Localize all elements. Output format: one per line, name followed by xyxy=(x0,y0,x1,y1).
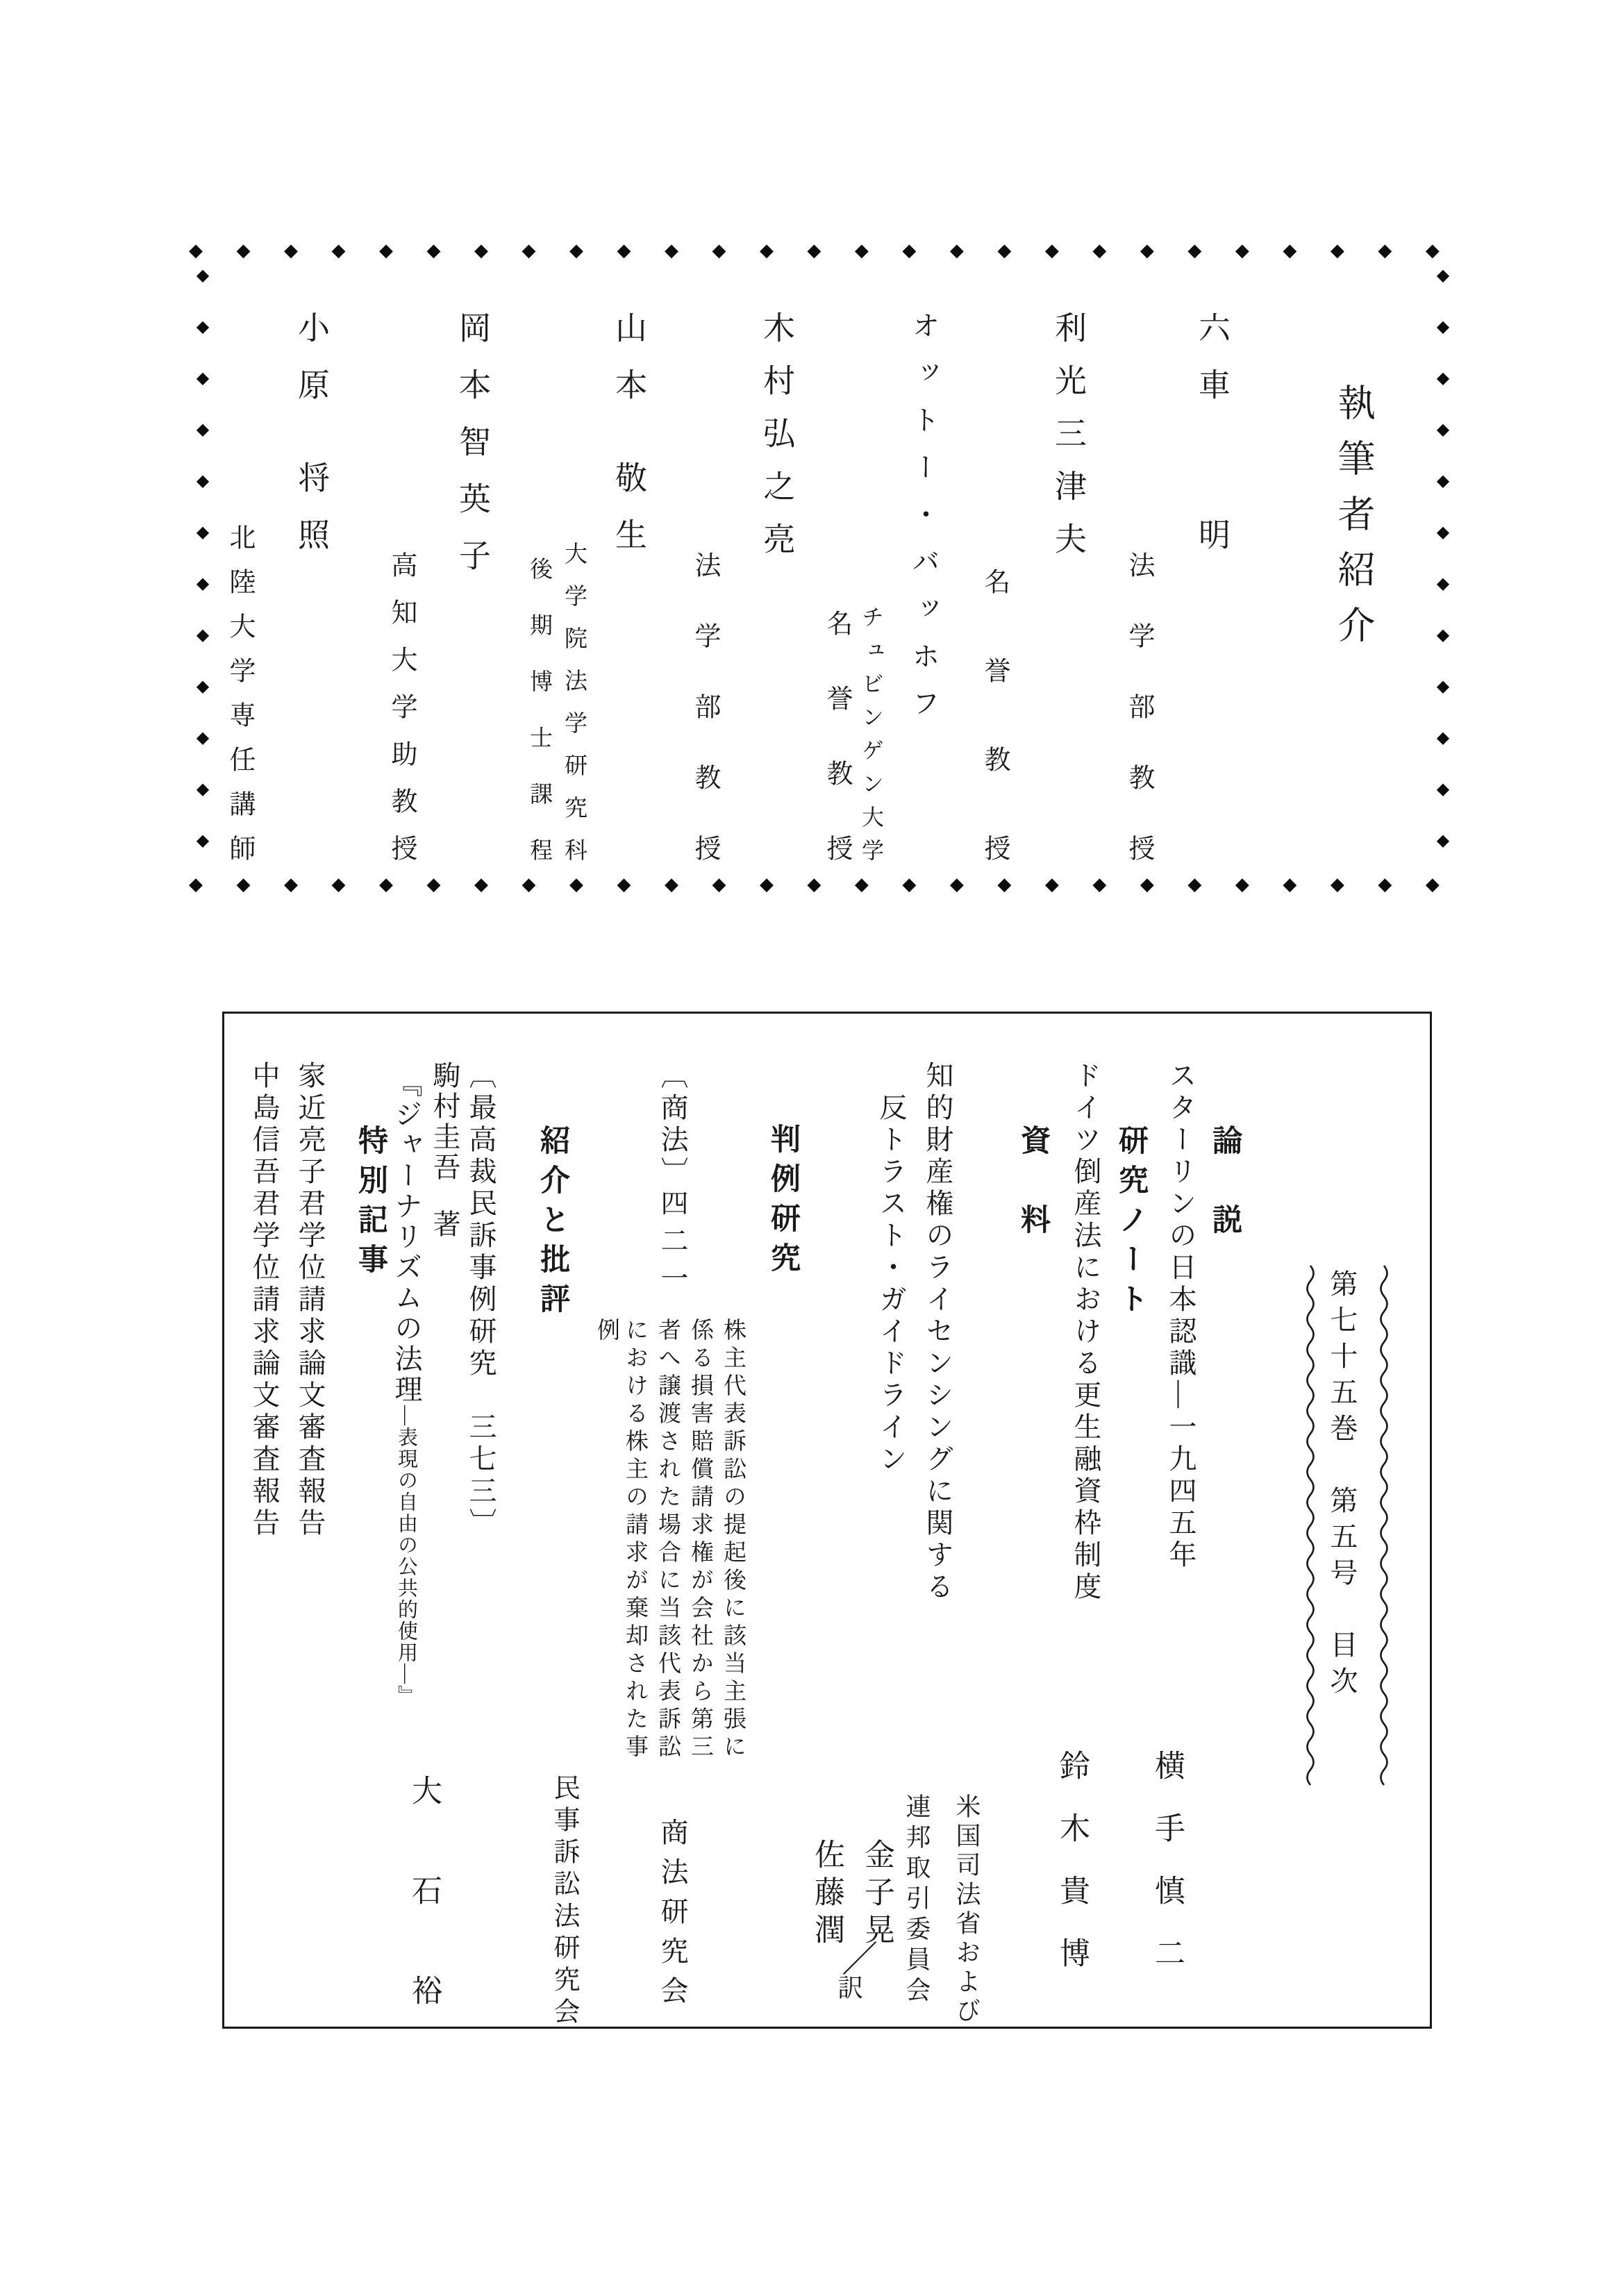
toc-article-title: 反トラスト・ガイドライン xyxy=(876,1093,907,1476)
case-note-line: 株主代表訴訟の提起後に該当主張に xyxy=(720,1318,745,1762)
toc-article-author: 民事訴訟法研究会 xyxy=(549,1774,578,2029)
translator-slash-icon: ／ xyxy=(842,1940,878,1980)
translator-role: 訳 xyxy=(835,1975,862,2004)
case-note-line: 者へ譲渡された場合に当該代表訴訟 xyxy=(655,1318,680,1762)
toc-journal-title: 第七十五巻 第五号 目次 xyxy=(1326,1269,1358,1702)
contributor-name: 利光三津夫 xyxy=(1051,311,1086,575)
toc-translator-name: 金子 晃 xyxy=(860,1838,894,1951)
contributor-affiliation: 名誉教授 xyxy=(822,610,851,910)
contributor-affiliation: 名誉教授 xyxy=(980,568,1009,923)
section-heading-shiryo: 資 料 xyxy=(1017,1125,1050,1243)
contributor-affiliation: 後期博士課程 xyxy=(526,557,551,894)
section-heading-ronsetsu: 論 説 xyxy=(1208,1125,1242,1243)
book-author: 駒村圭吾 著 xyxy=(429,1061,460,1241)
wavy-rule-left-icon xyxy=(1304,1265,1317,1787)
toc-translator-name: 佐藤 潤 xyxy=(810,1838,844,1951)
contributor-name: オットー・バッホフ xyxy=(908,311,940,736)
section-heading-shokai-hihyo: 紹介と批評 xyxy=(536,1125,569,1323)
contributor-name: 木村弘之亮 xyxy=(759,311,794,575)
case-note-line: 例 xyxy=(594,1318,619,1346)
toc-article-title: スターリンの日本認識―一九四五年 xyxy=(1165,1061,1196,1572)
toc-article-title: 中島信吾君学位請求論文審査報告 xyxy=(249,1061,280,1540)
section-heading-hanrei-kenkyu: 判例研究 xyxy=(767,1123,800,1282)
case-note-line: 係る損害賠償請求権が会社から第三 xyxy=(687,1318,712,1762)
toc-article-author: 米国司法省および xyxy=(953,1793,981,2027)
contributor-affiliation: 大学院法学研究科 xyxy=(561,542,586,880)
toc-article-author: 鈴木貴博 xyxy=(1055,1750,1089,2000)
contributor-affiliation: 高知大学助教授 xyxy=(387,551,416,882)
book-title: 『ジャーナリズムの法理―表現の自由の公共的使用―』 xyxy=(391,1069,422,1707)
book-reviewer: 大石裕 xyxy=(407,1775,441,2075)
wavy-rule-right-icon xyxy=(1378,1265,1390,1787)
toc-case-title: 〔商法〕 四二一 xyxy=(657,1061,688,1301)
book-subtitle: ―表現の自由の公共的使用―』 xyxy=(395,1405,417,1707)
contributor-name: 岡本 智英子 xyxy=(455,311,490,596)
contributor-affiliation: 法学部教授 xyxy=(1124,551,1153,905)
toc-article-title: ドイツ倒産法における更生融資枠制度 xyxy=(1070,1061,1101,1604)
contributor-name: 小原 将照 xyxy=(294,311,329,575)
contributor-affiliation: チュビンゲン大学 xyxy=(859,605,884,872)
contributor-affiliation: 法学部教授 xyxy=(690,551,719,905)
toc-article-author: 横手慎二 xyxy=(1150,1750,1184,2000)
contributor-affiliation: 北陸大学専任講師 xyxy=(225,523,254,879)
diamond-border-left-icon xyxy=(189,265,212,876)
toc-article-author: 商法研究会 xyxy=(657,1818,688,2016)
section-heading-kenkyu-note: 研究ノート xyxy=(1115,1125,1148,1323)
contributor-name: 山本 敬生 xyxy=(611,311,647,575)
toc-article-author: 連邦取引委員会 xyxy=(903,1793,931,2007)
contributors-box-title: 執筆者紹介 xyxy=(1333,383,1374,661)
section-heading-tokubetsu-kiji: 特別記事 xyxy=(354,1125,387,1283)
diamond-border-bottom-icon xyxy=(189,873,1451,897)
case-note-line: における株主の請求が棄却された事 xyxy=(622,1318,647,1762)
toc-article-title: 〔最高裁民訴事例研究 三七三〕 xyxy=(465,1061,497,1540)
contributor-name: 六車 明 xyxy=(1194,311,1230,575)
diamond-border-top-icon xyxy=(189,240,1451,263)
toc-article-title: 知的財産権のライセンシングに関する xyxy=(922,1061,953,1604)
toc-article-title: 家近亮子君学位請求論文審査報告 xyxy=(294,1061,326,1540)
diamond-border-right-icon xyxy=(1429,265,1453,876)
